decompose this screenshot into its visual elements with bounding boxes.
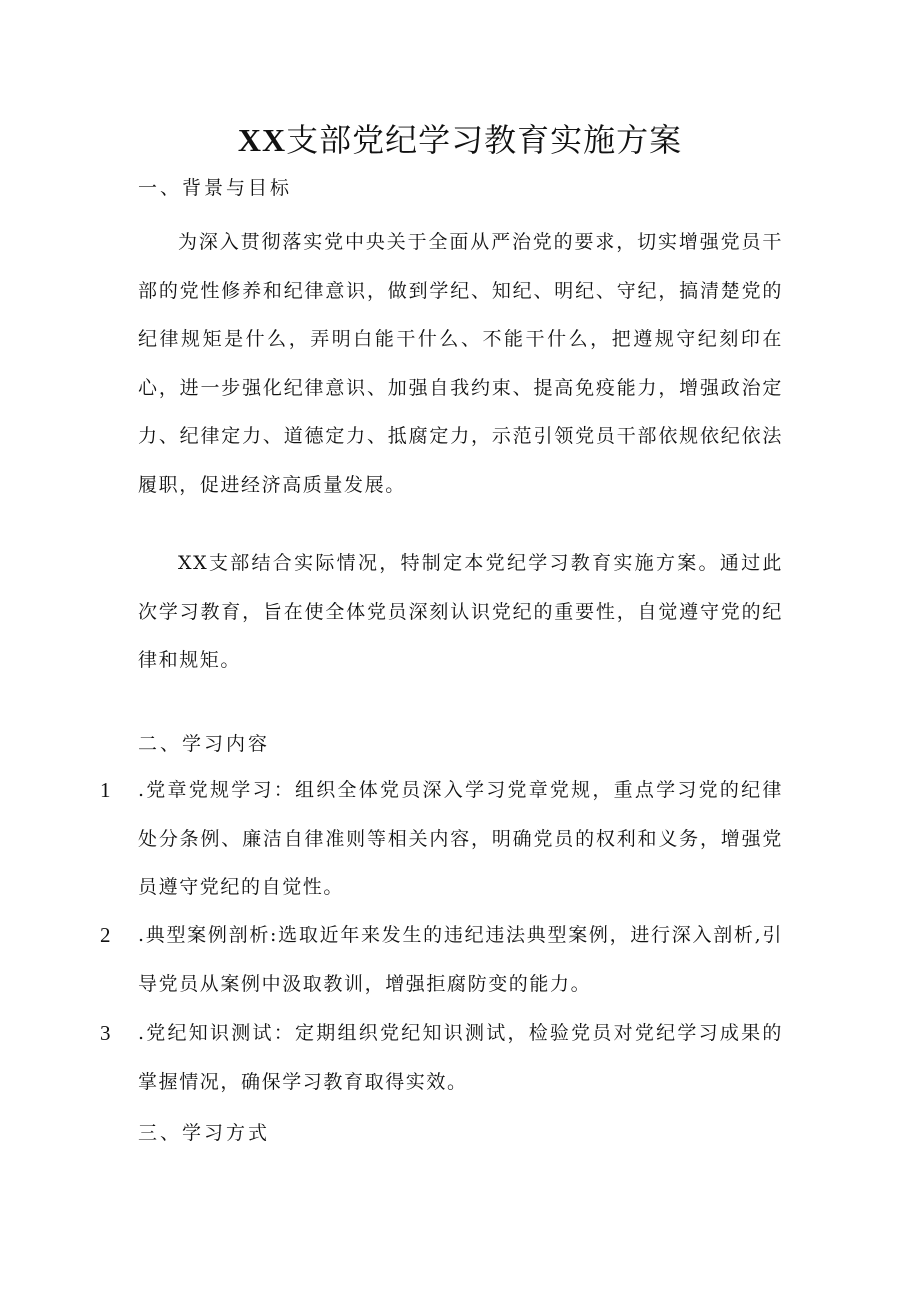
list-item-number: 2	[100, 923, 113, 947]
list-item-text: .党纪知识测试：定期组织党纪知识测试，检验党员对党纪学习成果的掌握情况，确保学习教育取得实效。	[138, 1022, 783, 1093]
list-item	[100, 1009, 783, 1106]
page-title	[0, 118, 920, 162]
list-item-number: 1	[100, 778, 113, 802]
list-item-text: .党章党规学习：组织全体党员深入学习党章党规，重点学习党的纪律处分条例、廉洁自律准则等相关内容，明确党员的权利和义务，增强党员遵守党纪的自觉性。	[138, 779, 783, 898]
page-title-prefix: XX	[237, 122, 287, 158]
list-item	[100, 766, 783, 912]
section-heading-background: 一、背景与目标	[138, 177, 293, 199]
section-heading-study-content: 二、学习内容	[138, 733, 271, 755]
section-heading-study-methods: 三、学习方式	[138, 1122, 271, 1144]
paragraph-plan-purpose: XX支部结合实际情况，特制定本党纪学习教育实施方案。通过此次学习教育，旨在使全体党员深刻认识党纪的重要性，自觉遵守党的纪律和规矩。	[138, 552, 783, 671]
page-title-text: 支部党纪学习教育实施方案	[286, 121, 683, 159]
paragraph-background-goals: 为深入贯彻落实党中央关于全面从严治党的要求，切实增强党员干部的党性修养和纪律意识，做到学纪、知纪、明纪、守纪，搞清楚党的纪律规矩是什么，弄明白能干什么、不能干什么，把遵规守纪刻印在心，进一步强化纪律意识、加强自我约束、提高免疫能力，增强政治定力、纪律定力、道德定力、抵腐定力，示范引领党员干部依规依纪依法履职，促进经济高质量发展。	[138, 231, 783, 496]
list-item-text: .典型案例剖析:选取近年来发生的违纪违法典型案例，进行深入剖析,引导党员从案例中汲取教训，增强拒腐防变的能力。	[138, 924, 783, 995]
list-item	[100, 911, 783, 1008]
list-item-number: 3	[100, 1021, 113, 1045]
